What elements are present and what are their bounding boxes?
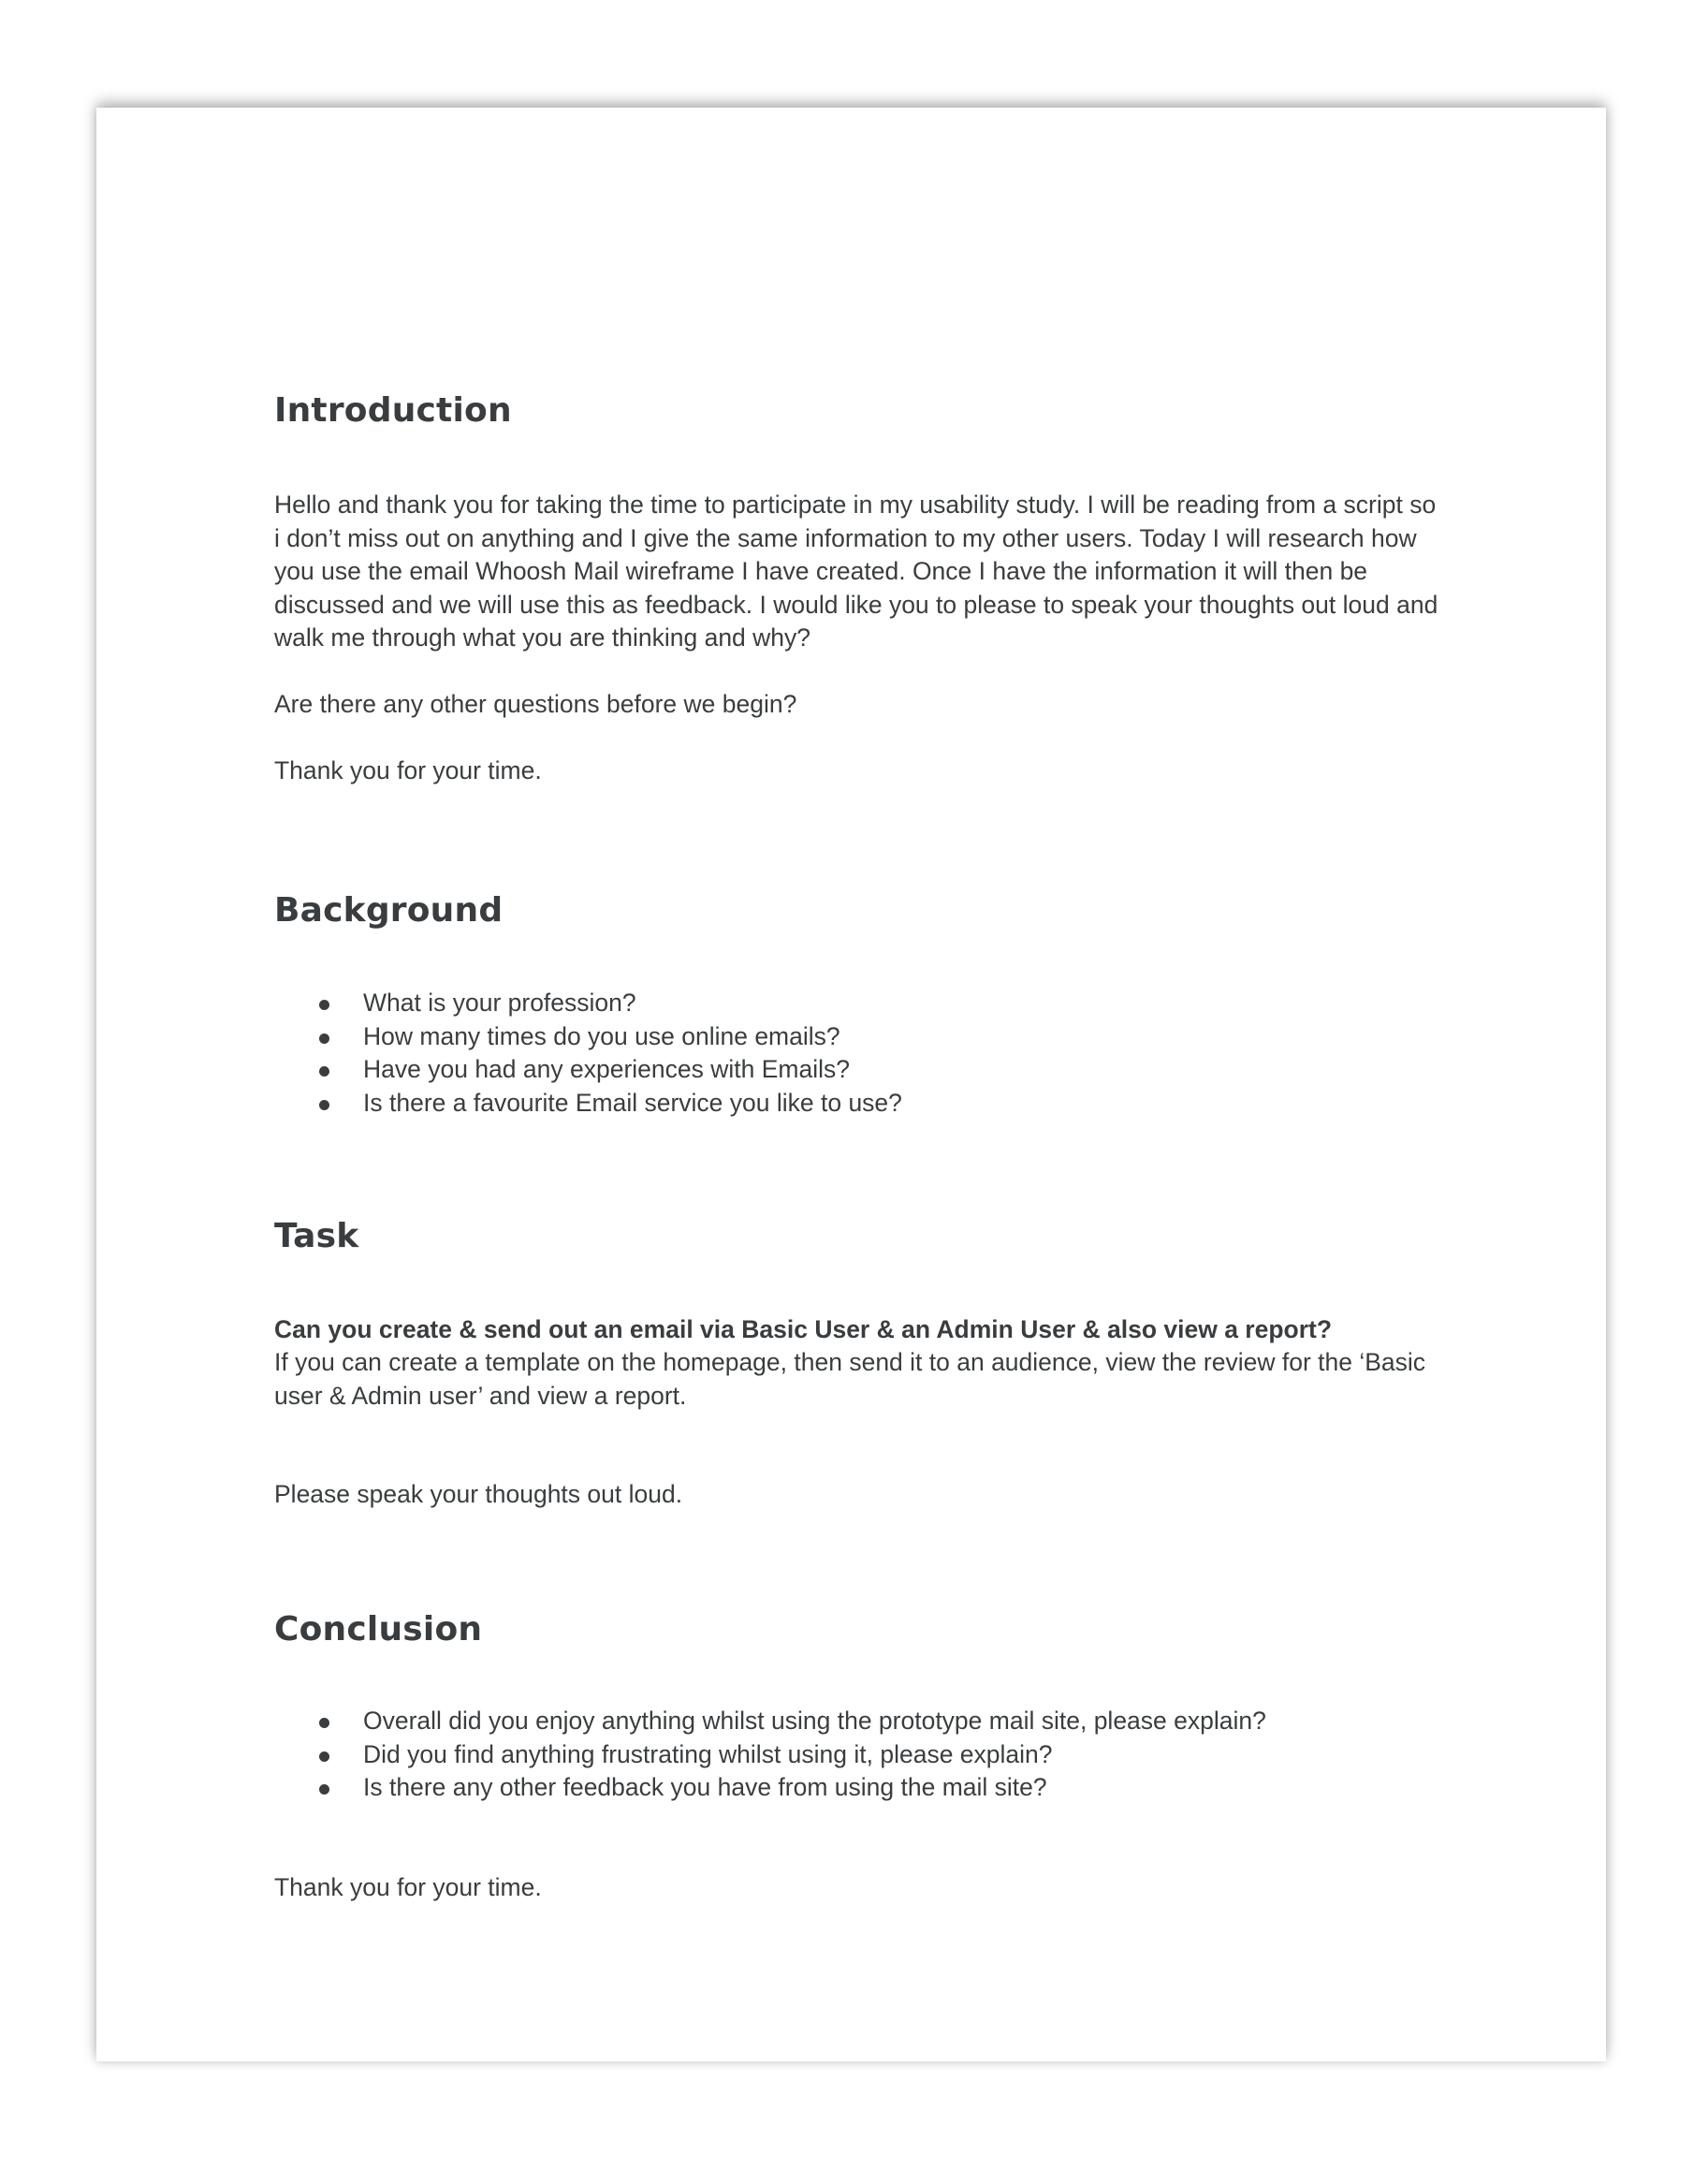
bullet-icon <box>319 1066 329 1077</box>
list-item: How many times do you use online emails? <box>274 1020 1444 1054</box>
bullet-icon <box>319 1000 329 1010</box>
list-item: Have you had any experiences with Emails? <box>274 1053 1444 1087</box>
bullet-icon <box>319 1100 329 1110</box>
introduction-heading: Introduction <box>274 391 512 430</box>
introduction-questions: Are there any other questions before we begin? <box>274 690 797 718</box>
bullet-icon <box>319 1784 329 1795</box>
bullet-icon <box>319 1751 329 1762</box>
background-heading: Background <box>274 891 504 930</box>
list-item: Is there any other feedback you have from using the mail site? <box>274 1771 1444 1805</box>
conclusion-thanks: Thank you for your time. <box>274 1873 542 1901</box>
background-list <box>274 987 1444 1120</box>
introduction-thanks: Thank you for your time. <box>274 756 542 784</box>
task-description: If you can create a template on the homepage, then send it to an audience, view the review for the ‘Basic user & Admin user’ and view a report. <box>274 1348 1426 1410</box>
introduction-paragraph: Hello and thank you for taking the time to participate in my usability study. I will be reading from a script so i don’t miss out on anything and I give the same information to my other users. Today I will research how you use the email Whoosh Mail wireframe I have created. Once I have the information it will then be discussed and we will use this as feedback. I would like you to please to speak your thoughts out loud and walk me through what you are thinking and why? <box>274 491 1438 652</box>
task-heading: Task <box>274 1217 359 1255</box>
list-item: Is there a favourite Email service you like to use? <box>274 1087 1444 1121</box>
document-page <box>96 108 1606 2061</box>
list-item: Did you find anything frustrating whilst using it, please explain? <box>274 1738 1444 1772</box>
list-item: What is your profession? <box>274 987 1444 1020</box>
conclusion-heading: Conclusion <box>274 1610 483 1649</box>
conclusion-list <box>274 1705 1444 1805</box>
bullet-icon <box>319 1718 329 1728</box>
task-prompt: Please speak your thoughts out loud. <box>274 1480 683 1508</box>
bullet-icon <box>319 1033 329 1044</box>
task-question: Can you create & send out an email via Basic User & an Admin User & also view a report? <box>274 1315 1333 1343</box>
list-item: Overall did you enjoy anything whilst using the prototype mail site, please explain? <box>274 1705 1444 1738</box>
